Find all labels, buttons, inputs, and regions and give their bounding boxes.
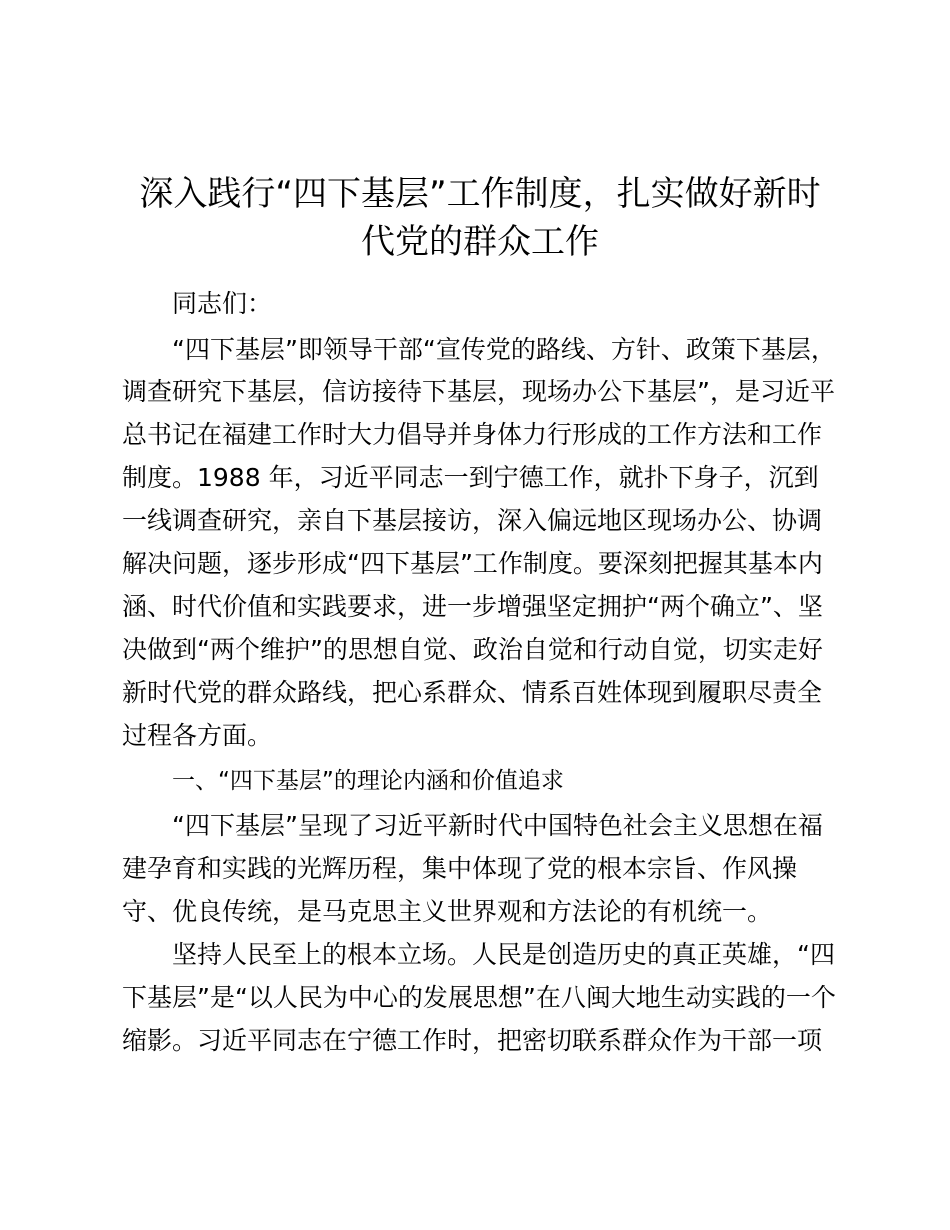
paragraph-line: 坚持人民至上的根本立场。人民是创造历史的真正英雄，“四	[172, 940, 835, 969]
salutation: 同志们：	[172, 289, 273, 318]
paragraph-line: 调查研究下基层，信访接待下基层，现场办公下基层”，是习近平	[122, 377, 835, 406]
paragraph-line: 制度。1988 年，习近平同志一到宁德工作，就扑下身子，沉到	[122, 463, 819, 492]
title-line-1: 深入践行“四下基层”工作制度，扎实做好新时	[139, 174, 821, 214]
paragraph-line: 守、优良传统，是马克思主义世界观和方法论的有机统一。	[122, 897, 773, 926]
document-title	[120, 170, 840, 266]
title-line-2: 代党的群众工作	[361, 222, 599, 262]
paragraph-line: 涵、时代价值和实践要求，进一步增强坚定拥护“两个确立”、坚	[122, 592, 823, 621]
paragraph-line: 建孕育和实践的光辉历程，集中体现了党的根本宗旨、作风操	[122, 854, 798, 883]
paragraph-line: 解决问题，逐步形成“四下基层”工作制度。要深刻把握其基本内	[122, 549, 823, 578]
paragraph-line: “四下基层”呈现了习近平新时代中国特色社会主义思想在福	[172, 811, 823, 840]
paragraph-line: 下基层”是“以人民为中心的发展思想”在八闽大地生动实践的一个	[122, 983, 836, 1012]
paragraph-line: 一线调查研究，亲自下基层接访，深入偏远地区现场办公、协调	[122, 506, 823, 535]
paragraph-line: 决做到“两个维护”的思想自觉、政治自觉和行动自觉，切实走好	[122, 635, 823, 664]
paragraph-line: 过程各方面。	[122, 721, 273, 750]
paragraph-line: 缩影。习近平同志在宁德工作时，把密切联系群众作为干部一项	[122, 1026, 823, 1055]
paragraph-line: “四下基层”即领导干部“宣传党的路线、方针、政策下基层，	[172, 335, 836, 364]
paragraph-line: 总书记在福建工作时大力倡导并身体力行形成的工作方法和工作	[122, 420, 823, 449]
section-heading: 一、“四下基层”的理论内涵和价值追求	[172, 768, 564, 794]
paragraph-line: 新时代党的群众路线，把心系群众、情系百姓体现到履职尽责全	[122, 678, 823, 707]
